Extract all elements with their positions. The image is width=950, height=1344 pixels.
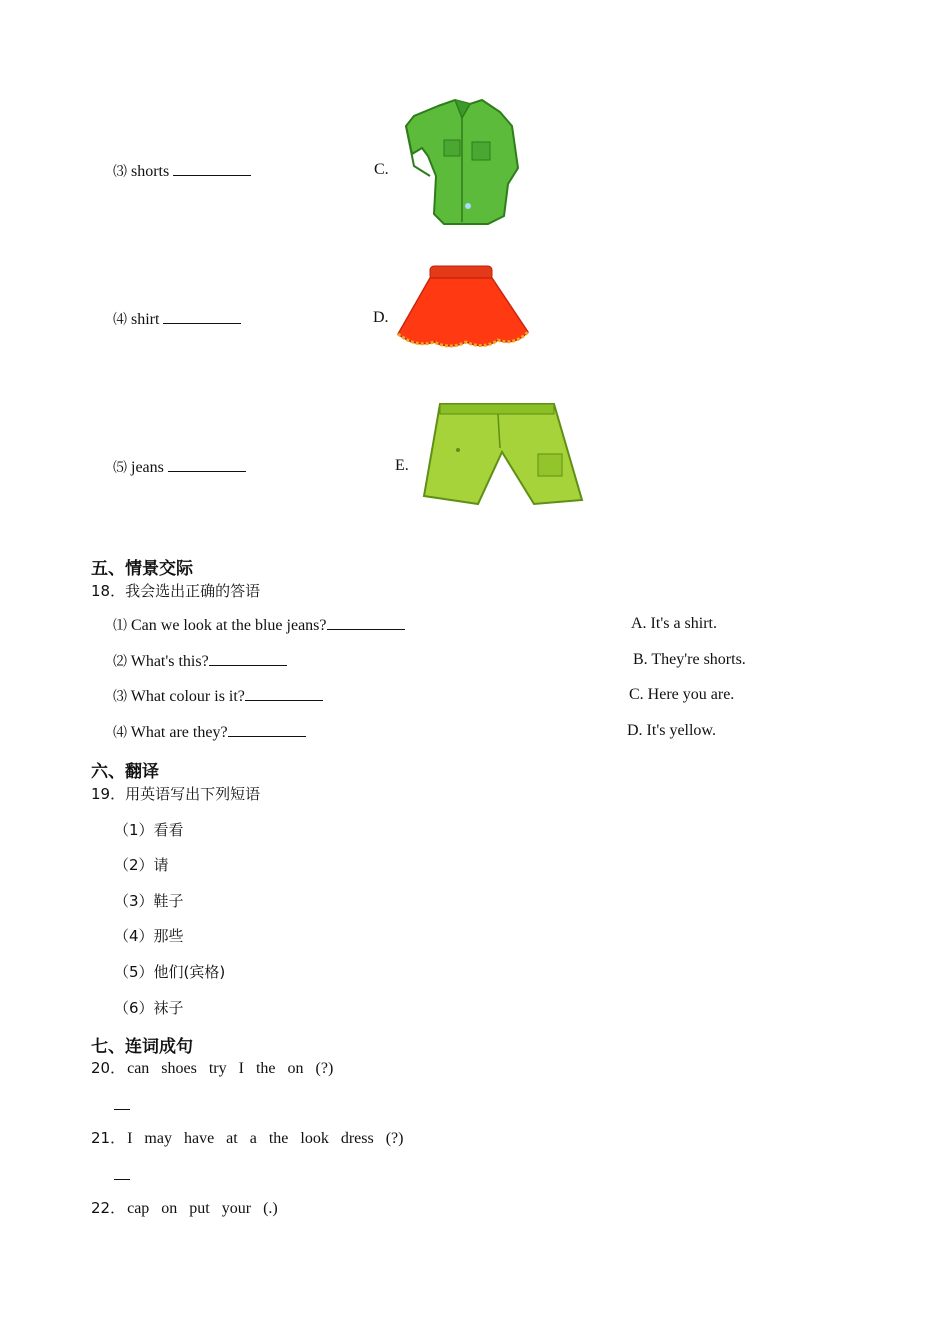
item-number: ⑶ (113, 690, 127, 705)
word: on (287, 1060, 304, 1077)
question-number: 22． (91, 1199, 126, 1217)
word: dress (340, 1130, 374, 1147)
answer-blank[interactable] (163, 309, 241, 324)
red-skirt-image (394, 262, 534, 354)
word: a (249, 1130, 257, 1147)
answer-blank[interactable] (173, 161, 251, 176)
word: (?) (385, 1130, 404, 1147)
question-number: 21． (91, 1129, 126, 1147)
option-letter-d: D. (373, 309, 389, 326)
word: on (161, 1200, 178, 1217)
option-a: A. It's a shirt. (631, 615, 717, 632)
question-text: 我会选出正确的答语 (125, 582, 261, 600)
question-number: 19． (91, 785, 126, 803)
option-b: B. They're shorts. (633, 651, 746, 668)
word: shoes (161, 1060, 197, 1077)
item-number: ⑸ (113, 461, 127, 476)
dialog-item-2 (113, 651, 287, 671)
word: cap (127, 1200, 150, 1217)
item-text: What are they? (130, 724, 228, 741)
dialog-item-3 (113, 686, 323, 706)
dialog-item-1 (113, 615, 405, 635)
question-22 (91, 1197, 290, 1218)
answer-line[interactable] (114, 1178, 130, 1180)
item-number: ⑴ (113, 619, 127, 634)
word: (?) (315, 1060, 334, 1077)
section7-heading: 七、连词成句 (91, 1037, 193, 1057)
word: look (300, 1130, 329, 1147)
word: try (208, 1060, 227, 1077)
option-letter-c: C. (374, 161, 389, 178)
answer-blank[interactable] (327, 615, 405, 630)
word: the (255, 1060, 276, 1077)
question-19 (91, 783, 260, 804)
word: I (238, 1060, 244, 1077)
match-item-5 (113, 457, 246, 477)
translate-item-5: （5）他们(宾格) (114, 963, 226, 981)
item-number: ⑵ (113, 655, 127, 670)
question-number: 20． (91, 1059, 126, 1077)
option-d: D. It's yellow. (627, 722, 716, 739)
option-c: C. Here you are. (629, 686, 735, 703)
translate-item-6: （6）袜子 (114, 999, 184, 1017)
item-word: shirt (131, 311, 160, 328)
item-word: shorts (131, 163, 170, 180)
item-text: What's this? (130, 653, 209, 670)
question-text: 用英语写出下列短语 (125, 785, 261, 803)
word: at (226, 1130, 238, 1147)
word: the (268, 1130, 289, 1147)
answer-blank[interactable] (209, 651, 287, 666)
question-number: 18． (91, 582, 126, 600)
green-shirt-image (400, 96, 520, 228)
word: put (189, 1200, 210, 1217)
option-letter-e: E. (395, 457, 409, 474)
answer-blank[interactable] (228, 722, 306, 737)
match-item-3 (113, 161, 251, 181)
item-word: jeans (131, 459, 164, 476)
question-21 (91, 1127, 415, 1148)
answer-line[interactable] (114, 1108, 130, 1110)
question-20 (91, 1057, 345, 1078)
word: I (127, 1130, 133, 1147)
translate-item-1: （1）看看 (114, 821, 184, 839)
word: have (183, 1130, 215, 1147)
answer-blank[interactable] (168, 457, 246, 472)
question-18 (91, 580, 260, 601)
answer-blank[interactable] (245, 686, 323, 701)
word: can (127, 1060, 150, 1077)
item-text: Can we look at the blue jeans? (131, 617, 327, 634)
dialog-item-4 (113, 722, 306, 742)
translate-item-4: （4）那些 (114, 927, 184, 945)
item-number: ⑷ (113, 313, 127, 328)
translate-item-2: （2）请 (114, 856, 169, 874)
section6-heading: 六、翻译 (91, 762, 159, 782)
translate-item-3: （3）鞋子 (114, 892, 184, 910)
word: your (221, 1200, 252, 1217)
green-shorts-image (414, 400, 586, 508)
item-number: ⑶ (113, 165, 127, 180)
word: may (144, 1130, 172, 1147)
match-item-4 (113, 309, 241, 329)
item-number: ⑷ (113, 726, 127, 741)
item-text: What colour is it? (130, 688, 245, 705)
section5-heading: 五、情景交际 (91, 559, 193, 579)
word: (.) (263, 1200, 278, 1217)
